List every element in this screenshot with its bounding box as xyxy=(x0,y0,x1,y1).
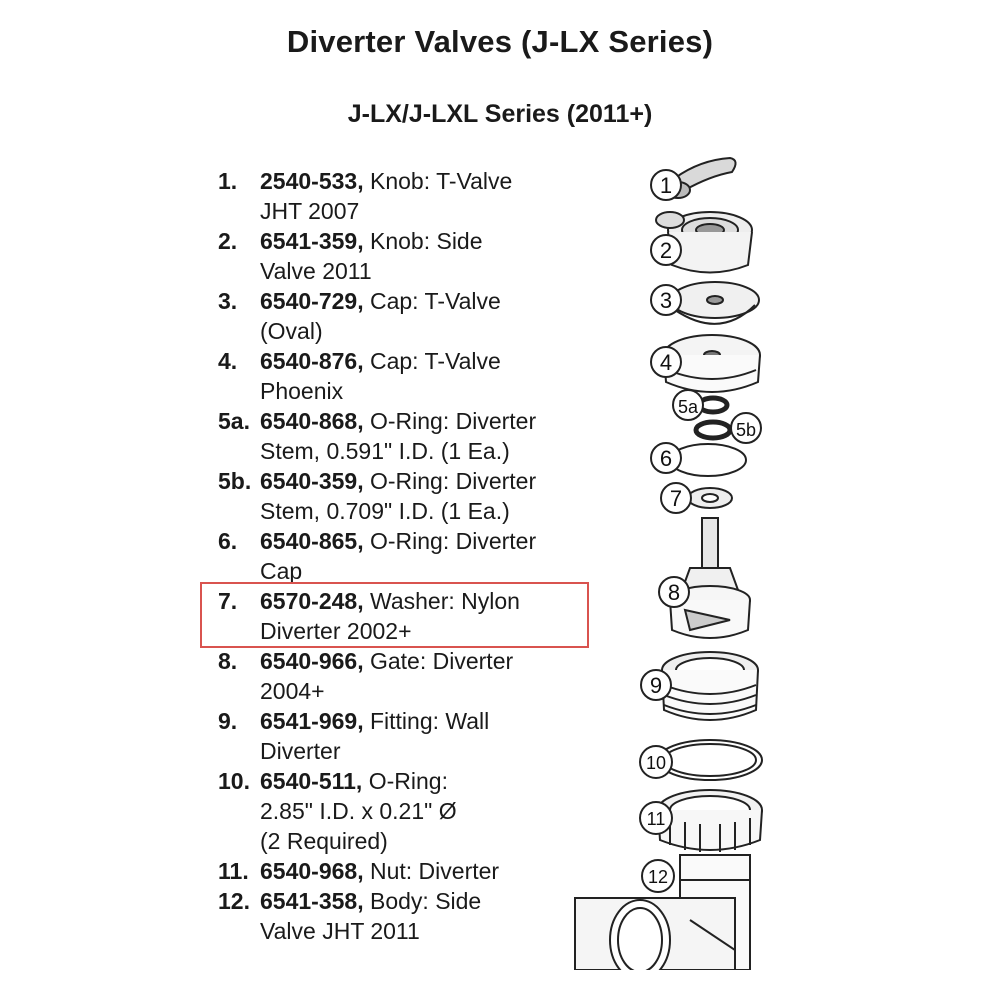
part-description: Fitting: Wall xyxy=(369,708,490,734)
svg-text:7: 7 xyxy=(669,486,683,511)
callout-8 xyxy=(659,577,689,607)
part-number: 3. xyxy=(218,288,238,314)
part-item xyxy=(218,646,618,706)
part-code: 6540-511, xyxy=(260,768,363,794)
part-3-cap xyxy=(671,282,759,324)
part-description-cont: Stem, 0.591" I.D. (1 Ea.) xyxy=(260,438,510,464)
part-number: 11. xyxy=(218,858,249,884)
svg-text:5b: 5b xyxy=(735,420,757,440)
part-item xyxy=(218,886,618,946)
part-description-cont: 2004+ xyxy=(260,678,325,704)
page-title: Diverter Valves (J-LX Series) xyxy=(286,24,714,59)
part-item xyxy=(218,406,618,466)
callout-7 xyxy=(661,483,691,513)
svg-text:3: 3 xyxy=(659,288,673,313)
part-number: 5b. xyxy=(218,468,252,494)
part-item xyxy=(218,166,618,226)
part-item xyxy=(218,466,618,526)
callout-6 xyxy=(651,443,681,473)
part-code: 6540-876, xyxy=(260,348,364,374)
part-description-cont: Valve 2011 xyxy=(260,258,372,284)
part-item xyxy=(218,766,618,856)
part-number: 8. xyxy=(218,648,238,674)
part-code: 6540-865, xyxy=(260,528,364,554)
callout-12 xyxy=(642,860,674,892)
part-number: 10. xyxy=(218,768,250,794)
exploded-diagram xyxy=(560,150,1000,970)
part-item xyxy=(218,856,618,886)
part-description-cont: Stem, 0.709" I.D. (1 Ea.) xyxy=(260,498,510,524)
part-8-gate xyxy=(667,518,750,638)
part-description-cont: 2.85" I.D. x 0.21" Ø xyxy=(260,798,457,824)
part-code: 6540-966, xyxy=(260,648,364,674)
part-code: 2540-533, xyxy=(260,168,364,194)
part-item xyxy=(218,286,618,346)
part-number: 5a. xyxy=(218,408,250,434)
part-number: 7. xyxy=(218,588,238,614)
part-code: 6540-359, xyxy=(260,468,364,494)
part-item xyxy=(218,226,618,286)
part-code: 6541-969, xyxy=(260,708,364,734)
part-description-cont: Diverter xyxy=(260,738,341,764)
svg-text:11: 11 xyxy=(646,809,666,829)
callout-5a xyxy=(673,390,703,420)
svg-text:9: 9 xyxy=(649,673,663,698)
callout-2 xyxy=(651,235,681,265)
callout-10 xyxy=(640,746,672,778)
part-number: 1. xyxy=(218,168,238,194)
part-number: 6. xyxy=(218,528,238,554)
part-description: O-Ring: xyxy=(368,768,448,794)
part-10-oring xyxy=(658,740,762,780)
part-description-cont: (2 Required) xyxy=(260,828,388,854)
part-11-nut xyxy=(658,790,762,852)
callout-1 xyxy=(651,170,681,200)
part-number: 9. xyxy=(218,708,238,734)
part-item xyxy=(218,526,618,586)
part-9-fitting xyxy=(662,652,758,720)
part-number: 2. xyxy=(218,228,238,254)
part-description: Knob: Side xyxy=(369,228,483,254)
part-description: Body: Side xyxy=(369,888,482,914)
svg-text:1: 1 xyxy=(659,173,673,198)
part-item xyxy=(218,706,618,766)
part-description-cont: Cap xyxy=(260,558,303,584)
svg-text:2: 2 xyxy=(659,238,673,263)
part-description: O-Ring: Diverter xyxy=(369,468,537,494)
parts-list xyxy=(218,166,618,946)
part-code: 6541-358, xyxy=(260,888,364,914)
svg-text:10: 10 xyxy=(645,753,667,773)
svg-text:5a: 5a xyxy=(677,397,699,417)
part-description: O-Ring: Diverter xyxy=(369,528,537,554)
svg-text:8: 8 xyxy=(667,580,681,605)
part-description-cont: Valve JHT 2011 xyxy=(260,918,420,944)
part-description: Washer: Nylon xyxy=(369,588,520,614)
part-description: Cap: T-Valve xyxy=(369,288,501,314)
svg-text:12: 12 xyxy=(647,867,669,887)
part-code: 6570-248, xyxy=(260,588,364,614)
part-description-cont: JHT 2007 xyxy=(260,198,360,224)
callout-3 xyxy=(651,285,681,315)
part-item xyxy=(218,346,618,406)
callout-11 xyxy=(640,802,672,834)
part-code: 6540-968, xyxy=(260,858,364,884)
part-7-washer xyxy=(688,488,732,508)
part-description: Nut: Diverter xyxy=(369,858,500,884)
part-code: 6540-729, xyxy=(260,288,364,314)
part-description-cont: (Oval) xyxy=(260,318,323,344)
part-description: Cap: T-Valve xyxy=(369,348,501,374)
part-code: 6540-868, xyxy=(260,408,364,434)
part-description: O-Ring: Diverter xyxy=(369,408,537,434)
series-subtitle: J-LX/J-LXL Series (2011+) xyxy=(347,100,653,128)
part-code: 6541-359, xyxy=(260,228,364,254)
callout-5b xyxy=(731,413,761,443)
callout-9 xyxy=(641,670,671,700)
svg-text:4: 4 xyxy=(659,350,673,375)
callout-4 xyxy=(651,347,681,377)
highlight-box xyxy=(200,582,589,648)
part-number: 12. xyxy=(218,888,250,914)
part-number: 4. xyxy=(218,348,238,374)
part-description-cont: Phoenix xyxy=(260,378,344,404)
part-description: Knob: T-Valve xyxy=(369,168,513,194)
svg-text:6: 6 xyxy=(659,446,673,471)
part-description-cont: Diverter 2002+ xyxy=(260,618,412,644)
part-description: Gate: Diverter xyxy=(369,648,514,674)
